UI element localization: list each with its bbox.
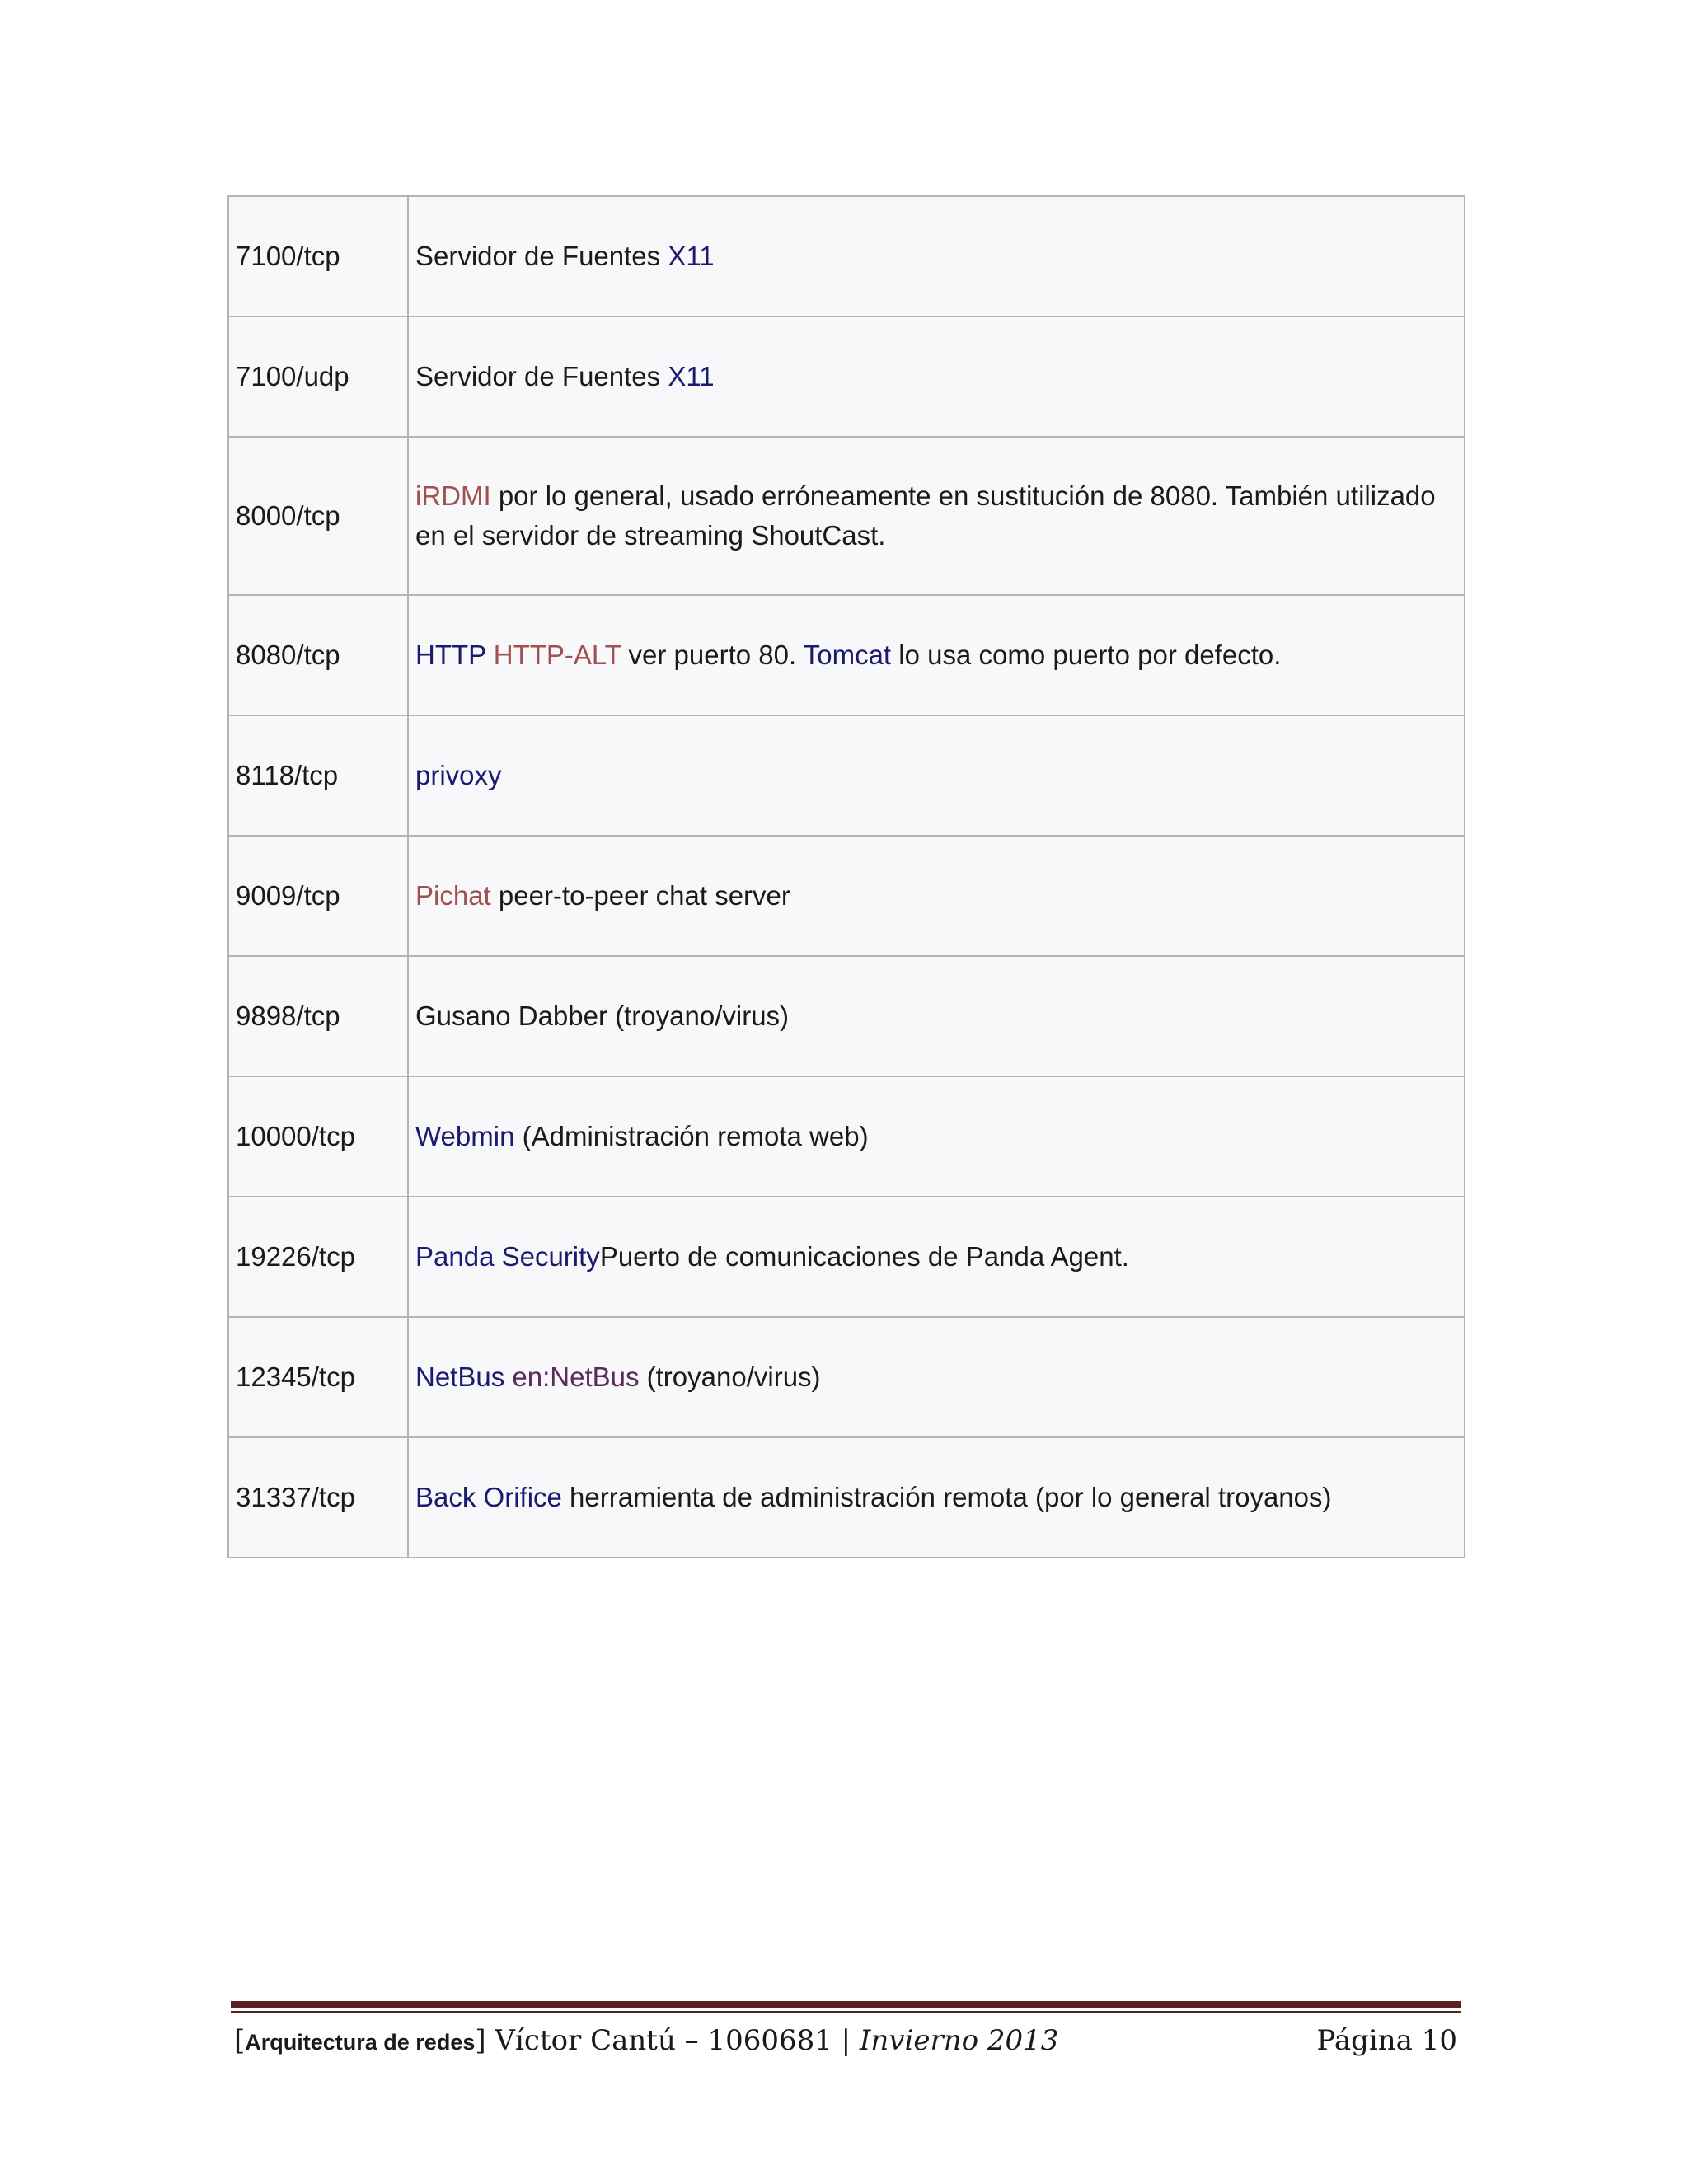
description-link[interactable]: Panda Security xyxy=(415,1241,600,1272)
description-cell xyxy=(408,316,1465,437)
description-link[interactable]: X11 xyxy=(668,241,715,271)
description-cell xyxy=(408,1197,1465,1317)
description-cell xyxy=(408,1317,1465,1437)
page-footer xyxy=(234,2018,1457,2064)
description-text: lo usa como puerto por defecto. xyxy=(891,640,1282,670)
description-cell xyxy=(408,956,1465,1076)
table-row xyxy=(228,956,1465,1076)
port-cell: 19226/tcp xyxy=(228,1197,408,1317)
description-text: por lo general, usado erróneamente en sustitución de 8080. También utilizado en el servidor de streaming ShoutCast. xyxy=(415,480,1436,551)
port-cell: 12345/tcp xyxy=(228,1317,408,1437)
description-link[interactable]: HTTP-ALT xyxy=(493,640,621,670)
description-cell xyxy=(408,1437,1465,1558)
footer-doc-title: Arquitectura de redes xyxy=(245,2030,476,2055)
port-cell: 31337/tcp xyxy=(228,1437,408,1558)
description-cell xyxy=(408,836,1465,956)
description-text: herramienta de administración remota (por lo general troyanos) xyxy=(561,1482,1332,1512)
description-link[interactable]: NetBus xyxy=(415,1361,505,1392)
port-cell: 9898/tcp xyxy=(228,956,408,1076)
footer-page-number: Página 10 xyxy=(1316,2024,1457,2057)
description-cell xyxy=(408,715,1465,836)
table-row xyxy=(228,715,1465,836)
table-row xyxy=(228,1317,1465,1437)
footer-rule-thick xyxy=(231,2001,1461,2008)
footer-author: Víctor Cantú – 1060681 | xyxy=(485,2024,860,2057)
description-cell xyxy=(408,437,1465,595)
port-cell: 7100/udp xyxy=(228,316,408,437)
description-link[interactable]: en:NetBus xyxy=(512,1361,640,1392)
description-link[interactable]: iRDMI xyxy=(415,480,491,511)
description-text xyxy=(486,640,494,670)
table-row xyxy=(228,1197,1465,1317)
description-text: Servidor de Fuentes xyxy=(415,361,668,391)
description-link[interactable]: privoxy xyxy=(415,760,502,790)
description-link[interactable]: Tomcat xyxy=(803,640,892,670)
description-text: Gusano Dabber (troyano/virus) xyxy=(415,1001,790,1031)
description-link[interactable]: Webmin xyxy=(415,1121,515,1151)
table-row xyxy=(228,196,1465,316)
table-row xyxy=(228,836,1465,956)
description-text xyxy=(504,1361,512,1392)
description-text: Puerto de comunicaciones de Panda Agent. xyxy=(599,1241,1129,1272)
port-cell: 10000/tcp xyxy=(228,1076,408,1197)
description-link[interactable]: X11 xyxy=(668,361,715,391)
ports-table xyxy=(227,195,1465,1558)
description-text: Servidor de Fuentes xyxy=(415,241,668,271)
port-cell: 8118/tcp xyxy=(228,715,408,836)
port-cell: 8080/tcp xyxy=(228,595,408,715)
table-row xyxy=(228,595,1465,715)
description-cell xyxy=(408,595,1465,715)
description-text: (troyano/virus) xyxy=(639,1361,821,1392)
description-text: peer-to-peer chat server xyxy=(490,880,790,911)
port-cell: 7100/tcp xyxy=(228,196,408,316)
description-cell xyxy=(408,196,1465,316)
description-cell xyxy=(408,1076,1465,1197)
footer-bracket-close: ] xyxy=(475,2024,486,2057)
port-cell: 9009/tcp xyxy=(228,836,408,956)
description-text: ver puerto 80. xyxy=(621,640,804,670)
table-row xyxy=(228,316,1465,437)
footer-term: Invierno 2013 xyxy=(859,2024,1059,2057)
table-row xyxy=(228,1437,1465,1558)
table-row xyxy=(228,437,1465,595)
description-link[interactable]: Pichat xyxy=(415,880,491,911)
port-cell: 8000/tcp xyxy=(228,437,408,595)
footer-bracket-open: [ xyxy=(234,2024,246,2057)
description-text: (Administración remota web) xyxy=(514,1121,869,1151)
description-link[interactable]: HTTP xyxy=(415,640,486,670)
description-link[interactable]: Back Orifice xyxy=(415,1482,562,1512)
footer-rule-thin xyxy=(231,2011,1461,2013)
table-row xyxy=(228,1076,1465,1197)
footer-left xyxy=(234,2024,1058,2057)
ports-table-body xyxy=(228,196,1465,1558)
